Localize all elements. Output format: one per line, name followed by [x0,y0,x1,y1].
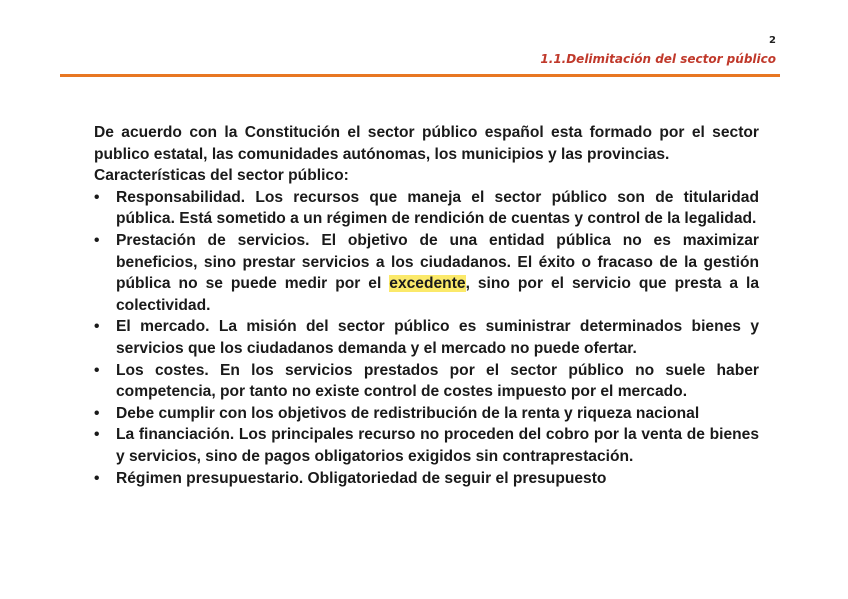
subheading: Características del sector público: [94,167,349,185]
bullet-icon: • [94,231,100,249]
bullet-icon: • [94,188,100,206]
list-item-text: Responsabilidad. Los recursos que maneja el sector público son de titularidad pública. Está sometido a un régimen de rendición de cuentas y control de la legalidad. [116,188,759,228]
bullet-icon: • [94,469,100,487]
list-item-mercado [94,316,759,359]
bullet-icon: • [94,426,100,444]
bullet-icon: • [94,404,100,422]
list-item-costes [94,360,759,403]
header-divider [60,74,780,77]
list-item-text: Debe cumplir con los objetivos de redistribución de la renta y riqueza nacional [116,404,700,422]
list-item-text: La financiación. Los principales recurso no proceden del cobro por la venta de bienes y servicios, sino de pagos obligatorios exigidos sin contraprestación. [116,426,759,465]
list-item-redistribucion [94,403,759,425]
list-item-regimen [94,468,759,490]
bullet-icon: • [94,361,100,379]
highlighted-term: excedente [389,275,466,293]
list-item-text: Régimen presupuestario. Obligatoriedad de seguir el presupuesto [116,469,607,487]
list-item-prestacion [94,230,759,316]
characteristics-list [94,187,759,489]
slide-body [94,122,759,489]
list-item-text: El mercado. La misión del sector público es suministrar determinados bienes y servicios que los ciudadanos demanda y el mercado no puede ofertar. [116,318,759,357]
list-item-text-end: , sino por el servicio que presta a la colectividad. [116,275,759,314]
list-item-text-start: Prestación de servicios. El objetivo de una entidad pública no es maximizar beneficios, sino prestar servicios a los ciudadanos. El éxito o fracaso de la gestión pública no se puede medir por el [116,231,759,293]
bullet-icon: • [94,318,100,336]
list-item-text: Los costes. En los servicios prestados por el sector público no suele haber competencia, por tanto no existe control de costes impuesto por el mercado. [116,361,759,401]
list-item-responsabilidad [94,187,759,230]
page-number: 2 [769,35,776,46]
list-item-financiacion [94,424,759,467]
section-title: 1.1.Delimitación del sector público [540,52,776,66]
intro-paragraph: De acuerdo con la Constitución el sector público español esta formado por el sector publico estatal, las comunidades autónomas, los municipios y las provincias. [94,124,759,163]
